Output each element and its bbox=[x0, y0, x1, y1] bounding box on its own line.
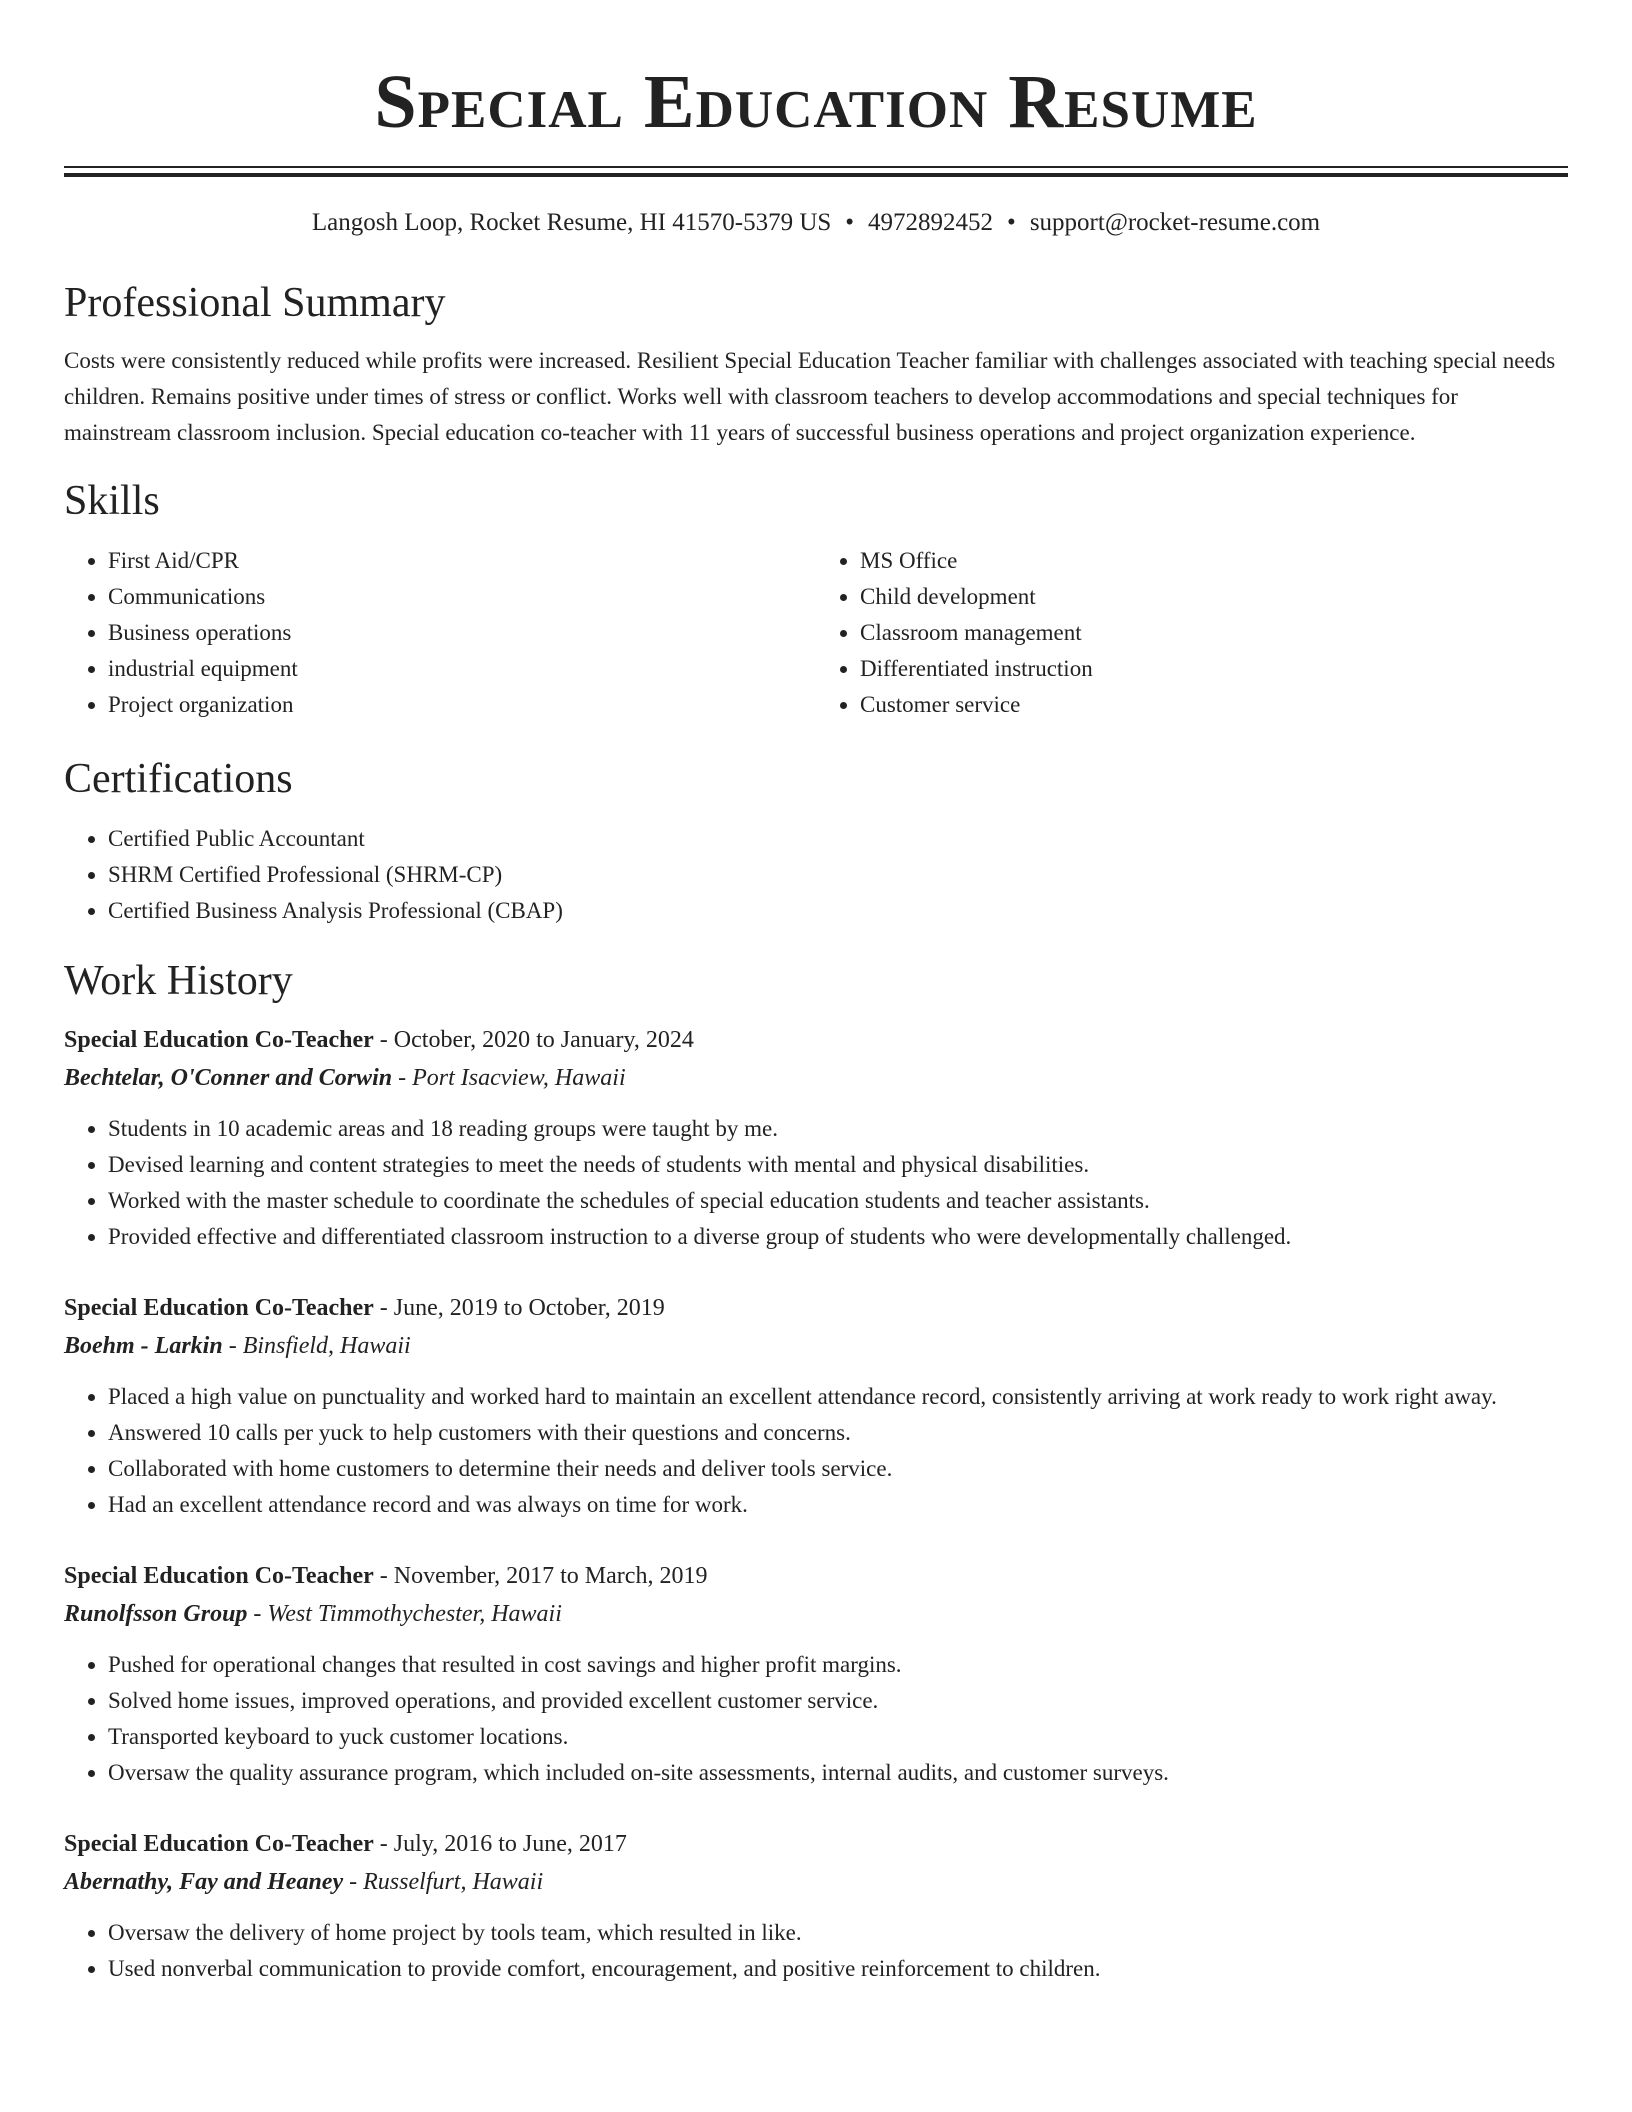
skills-section bbox=[64, 475, 1568, 723]
job-title-line bbox=[64, 1557, 1568, 1595]
certifications-section bbox=[64, 753, 1568, 929]
job-dates: July, 2016 to June, 2017 bbox=[393, 1831, 627, 1857]
skill-item: • Child development bbox=[860, 579, 1568, 615]
job-company-line bbox=[64, 1059, 1568, 1097]
job-title-line bbox=[64, 1021, 1568, 1059]
job-bullet: • Placed a high value on punctuality and worked hard to maintain an excellent attendance record, consistently arriving at work ready to work right away. bbox=[108, 1379, 1568, 1415]
job-title: Special Education Co-Teacher bbox=[64, 1831, 374, 1857]
job-entry bbox=[64, 1021, 1568, 1255]
job-title-line bbox=[64, 1825, 1568, 1863]
job-title: Special Education Co-Teacher bbox=[64, 1563, 374, 1589]
skills-heading: Skills bbox=[64, 478, 160, 524]
certification-item: • Certified Public Accountant bbox=[108, 821, 1568, 857]
job-entry bbox=[64, 1825, 1568, 1987]
job-location: Russelfurt, Hawaii bbox=[363, 1869, 544, 1895]
job-bullet: • Used nonverbal communication to provide comfort, encouragement, and positive reinforcement to children. bbox=[108, 1951, 1568, 1987]
job-entry bbox=[64, 1557, 1568, 1791]
work-history-section bbox=[64, 955, 1568, 1987]
job-dash: - bbox=[392, 1065, 413, 1091]
job-dash: - bbox=[373, 1831, 394, 1857]
contact-line bbox=[64, 207, 1568, 239]
job-dates: November, 2017 to March, 2019 bbox=[393, 1563, 708, 1589]
job-bullet: • Provided effective and differentiated classroom instruction to a diverse group of students who were developmentally challenged. bbox=[108, 1219, 1568, 1255]
job-location: Port Isacview, Hawaii bbox=[412, 1065, 626, 1091]
job-company: Runolfsson Group bbox=[64, 1601, 248, 1627]
job-bullet: • Students in 10 academic areas and 18 reading groups were taught by me. bbox=[108, 1111, 1568, 1147]
skills-columns bbox=[64, 543, 1568, 723]
contact-email: support@rocket-resume.com bbox=[1029, 209, 1321, 236]
skill-item: • Classroom management bbox=[860, 615, 1568, 651]
job-bullet-list bbox=[64, 1647, 1568, 1791]
job-bullet: • Solved home issues, improved operations, and provided excellent customer service. bbox=[108, 1683, 1568, 1719]
summary-heading: Professional Summary bbox=[64, 280, 446, 326]
job-bullet: • Transported keyboard to yuck customer locations. bbox=[108, 1719, 1568, 1755]
job-dash: - bbox=[373, 1563, 394, 1589]
resume-title: Special Education Resume bbox=[374, 60, 1258, 144]
summary-text: Costs were consistently reduced while profits were increased. Resilient Special Education Teacher familiar with challenges associated with teaching special needs children. Remains positive under times of stress or conflict. Works well with classroom teachers to develop accommodations and special techniques for mainstream classroom inclusion. Special education co-teacher with 11 years of successful business operations and project organization experience. bbox=[64, 348, 1556, 445]
job-company-line bbox=[64, 1863, 1568, 1901]
skill-item: • Customer service bbox=[860, 687, 1568, 723]
job-dates: October, 2020 to January, 2024 bbox=[393, 1027, 694, 1053]
skill-item: • Business operations bbox=[108, 615, 816, 651]
certification-item: • SHRM Certified Professional (SHRM-CP) bbox=[108, 857, 1568, 893]
certifications-list bbox=[64, 821, 1568, 929]
skills-list-right bbox=[816, 543, 1568, 723]
job-bullet: • Had an excellent attendance record and was always on time for work. bbox=[108, 1487, 1568, 1523]
job-dash: - bbox=[343, 1869, 364, 1895]
job-bullet-list bbox=[64, 1915, 1568, 1987]
job-bullet: • Collaborated with home customers to determine their needs and deliver tools service. bbox=[108, 1451, 1568, 1487]
job-title-line bbox=[64, 1289, 1568, 1327]
job-dates: June, 2019 to October, 2019 bbox=[393, 1295, 665, 1321]
job-bullet-list bbox=[64, 1379, 1568, 1523]
header-rule-thin bbox=[64, 166, 1568, 168]
job-company: Boehm - Larkin bbox=[64, 1333, 223, 1359]
skill-item: • First Aid/CPR bbox=[108, 543, 816, 579]
certification-item: • Certified Business Analysis Professional (CBAP) bbox=[108, 893, 1568, 929]
job-bullet: • Oversaw the delivery of home project by tools team, which resulted in like. bbox=[108, 1915, 1568, 1951]
header-rule-thick bbox=[64, 173, 1568, 177]
work-history-heading: Work History bbox=[64, 958, 293, 1004]
job-company-line bbox=[64, 1327, 1568, 1365]
job-title: Special Education Co-Teacher bbox=[64, 1027, 374, 1053]
job-bullet: • Worked with the master schedule to coordinate the schedules of special education students and teacher assistants. bbox=[108, 1183, 1568, 1219]
job-dash: - bbox=[247, 1601, 268, 1627]
contact-separator: • bbox=[1007, 209, 1016, 236]
skill-item: • industrial equipment bbox=[108, 651, 816, 687]
job-bullet-list bbox=[64, 1111, 1568, 1255]
job-bullet: • Oversaw the quality assurance program, which included on-site assessments, internal audits, and customer surveys. bbox=[108, 1755, 1568, 1791]
job-location: Binsfield, Hawaii bbox=[242, 1333, 411, 1359]
job-bullet: • Pushed for operational changes that resulted in cost savings and higher profit margins. bbox=[108, 1647, 1568, 1683]
job-entry bbox=[64, 1289, 1568, 1523]
summary-section bbox=[64, 277, 1568, 451]
job-company-line bbox=[64, 1595, 1568, 1633]
job-company: Abernathy, Fay and Heaney bbox=[64, 1869, 344, 1895]
job-dash: - bbox=[373, 1295, 394, 1321]
job-company: Bechtelar, O'Conner and Corwin bbox=[64, 1065, 393, 1091]
job-location: West Timmothychester, Hawaii bbox=[267, 1601, 562, 1627]
contact-address: Langosh Loop, Rocket Resume, HI 41570-5379 US bbox=[311, 209, 832, 236]
contact-separator: • bbox=[845, 209, 855, 236]
job-title: Special Education Co-Teacher bbox=[64, 1295, 374, 1321]
certifications-heading: Certifications bbox=[64, 756, 293, 802]
job-bullet: • Answered 10 calls per yuck to help customers with their questions and concerns. bbox=[108, 1415, 1568, 1451]
skill-item: • MS Office bbox=[860, 543, 1568, 579]
skill-item: • Communications bbox=[108, 579, 816, 615]
job-dash: - bbox=[373, 1027, 394, 1053]
skill-item: • Differentiated instruction bbox=[860, 651, 1568, 687]
skills-list-left bbox=[64, 543, 816, 723]
contact-phone: 4972892452 bbox=[868, 209, 994, 236]
job-dash: - bbox=[222, 1333, 243, 1359]
skill-item: • Project organization bbox=[108, 687, 816, 723]
job-bullet: • Devised learning and content strategies to meet the needs of students with mental and physical disabilities. bbox=[108, 1147, 1568, 1183]
